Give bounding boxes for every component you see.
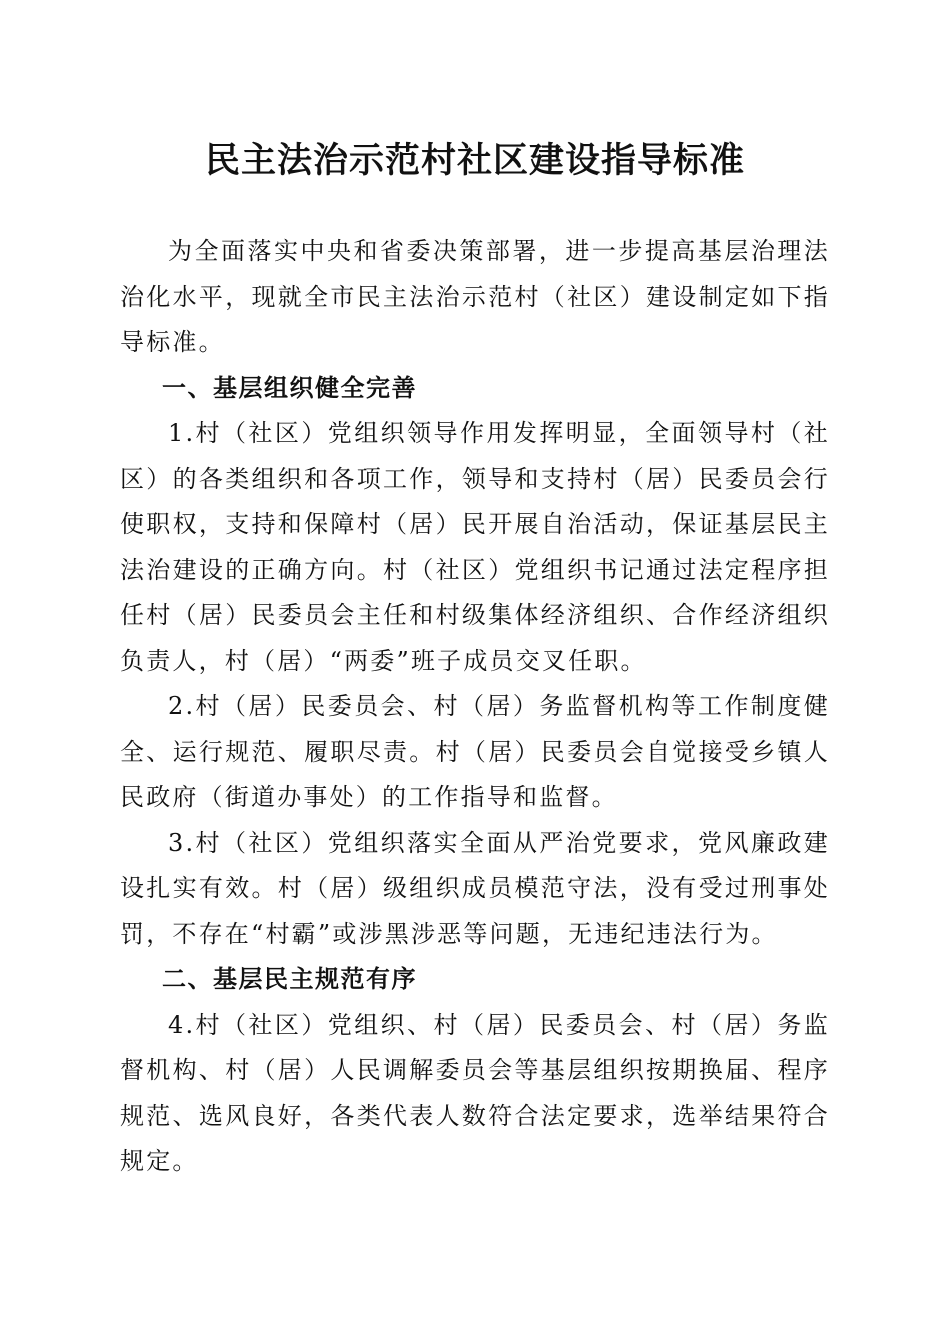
document-title: 民主法治示范村社区建设指导标准: [204, 140, 745, 181]
document-body: [120, 229, 830, 1185]
section-heading-2: 二、基层民主规范有序: [162, 965, 417, 993]
section-2-item-4: 4.村（社区）党组织、村（居）民委员会、村（居）务监督机构、村（居）人民调解委员会等基层组织按期换届、程序规范、选风良好，各类代表人数符合法定要求，选举结果符合规定。: [120, 1010, 830, 1175]
intro-paragraph: 为全面落实中央和省委决策部署，进一步提高基层治理法治化水平，现就全市民主法治示范村（社区）建设制定如下指导标准。: [120, 237, 830, 356]
section-heading-1: 一、基层组织健全完善: [162, 373, 417, 402]
section-1-item-3: 3.村（社区）党组织落实全面从严治党要求，党风廉政建设扎实有效。村（居）级组织成员模范守法，没有受过刑事处罚，不存在“村霸”或涉黑涉恶等问题，无违纪违法行为。: [120, 828, 830, 948]
section-1-item-1: 1.村（社区）党组织领导作用发挥明显，全面领导村（社区）的各类组织和各项工作，领导和支持村（居）民委员会行使职权，支持和保障村（居）民开展自治活动，保证基层民主法治建设的正确方向。村（社区）党组织书记通过法定程序担任村（居）民委员会主任和村级集体经济组织、合作经济组织负责人，村（居）“两委”班子成员交叉任职。: [120, 419, 830, 675]
section-1-item-2: 2.村（居）民委员会、村（居）务监督机构等工作制度健全、运行规范、履职尽责。村（居）民委员会自觉接受乡镇人民政府（街道办事处）的工作指导和监督。: [120, 692, 830, 811]
